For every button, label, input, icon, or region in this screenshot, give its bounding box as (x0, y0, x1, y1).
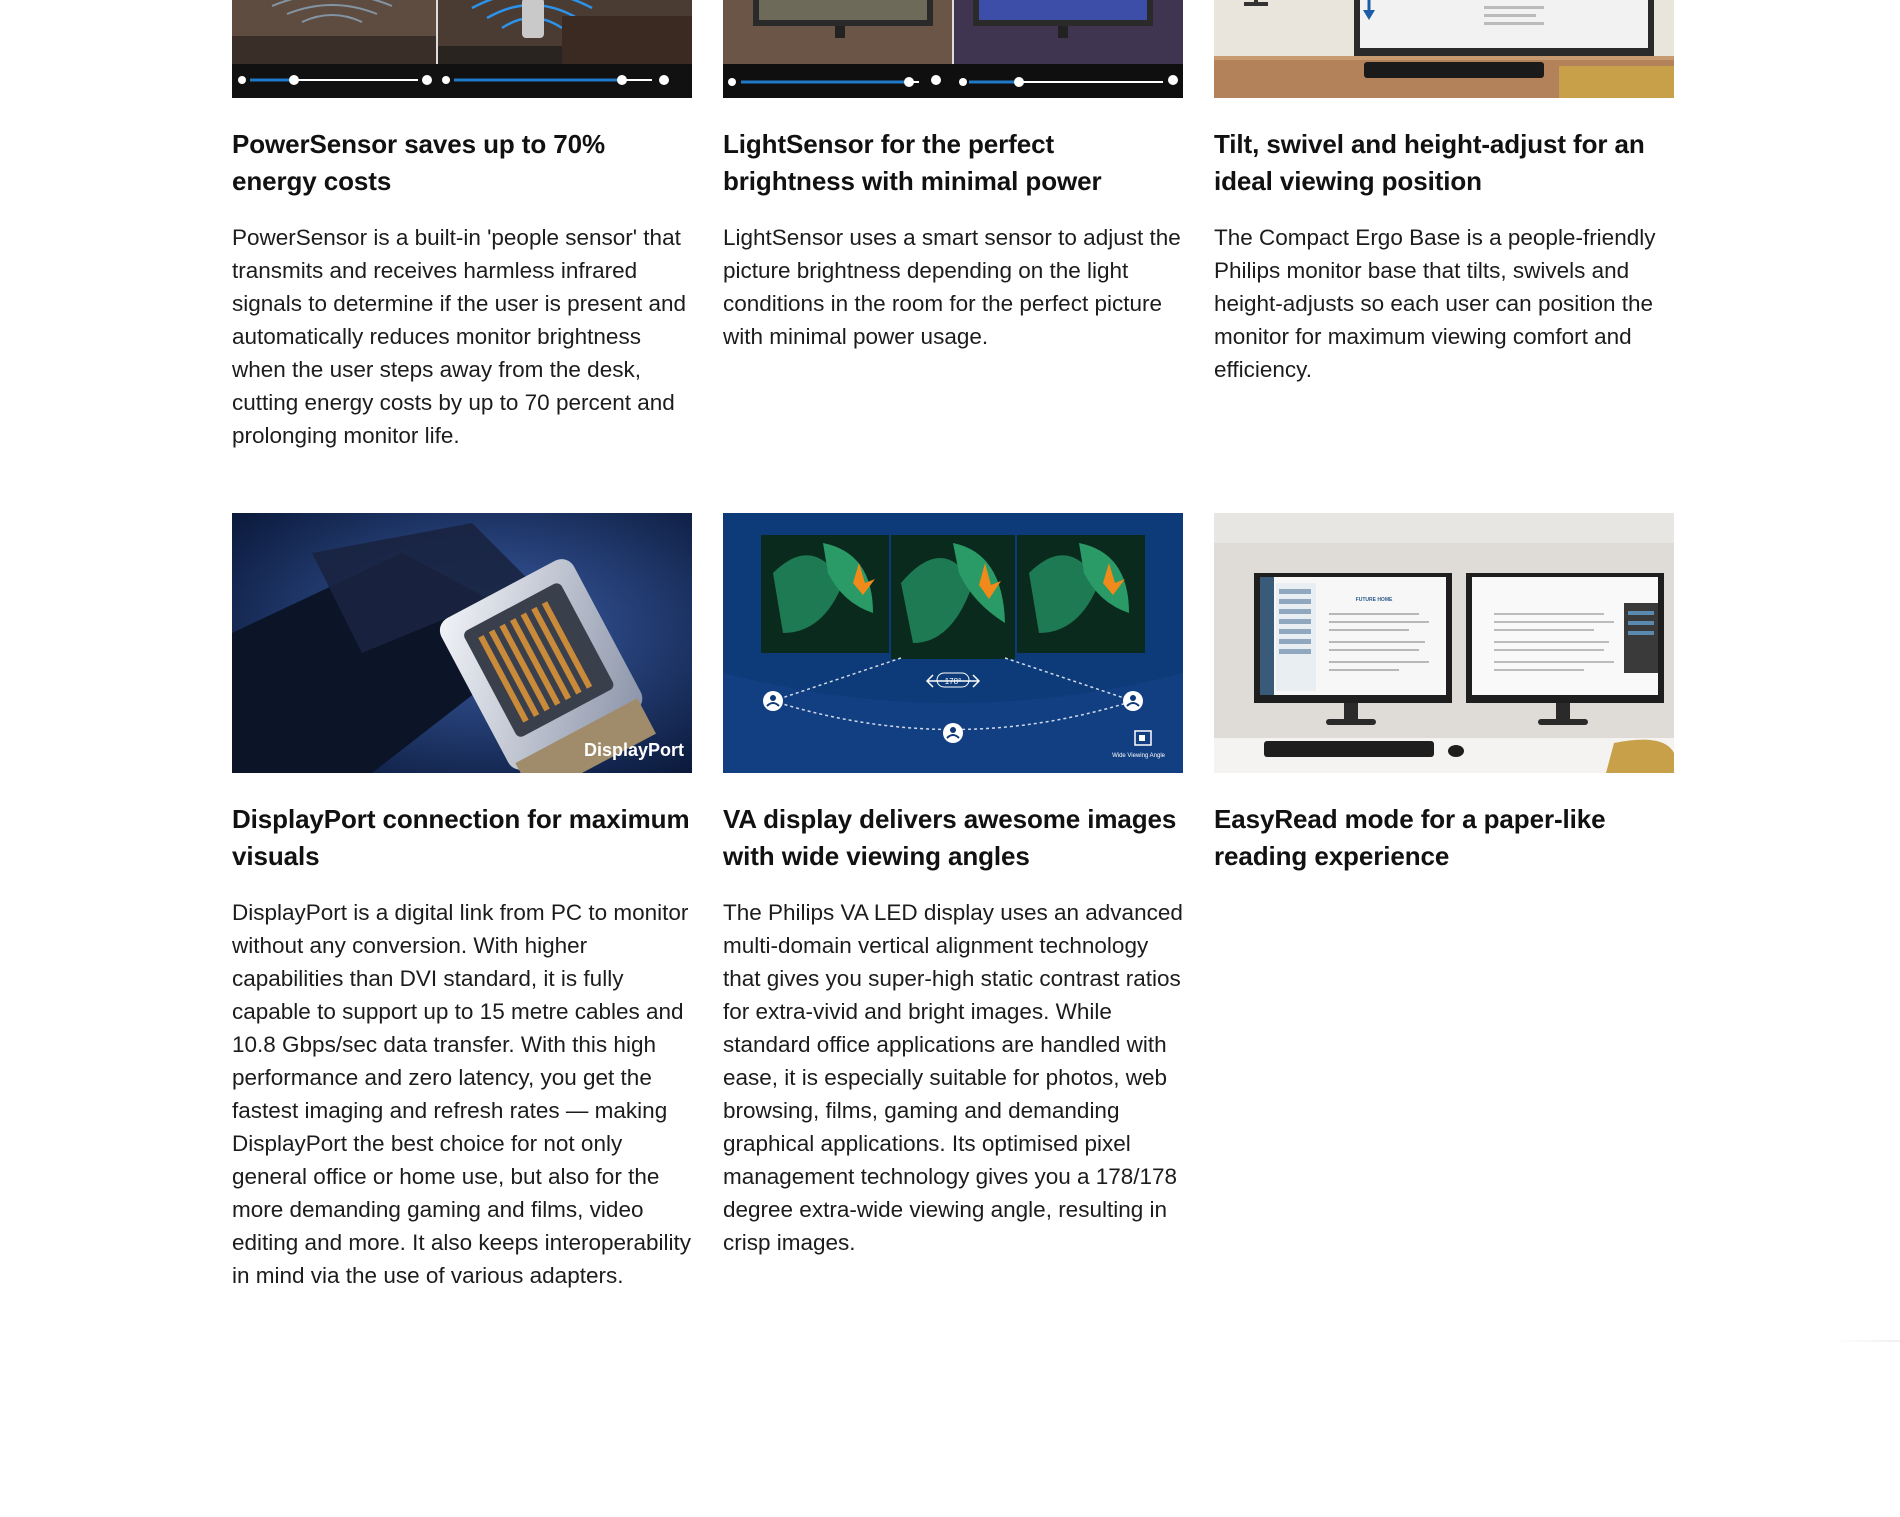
feature-card-powersensor (232, 0, 692, 452)
feature-title: PowerSensor saves up to 70% energy costs (232, 129, 606, 196)
feature-row-2 (232, 513, 1674, 1292)
doc-heading: FUTURE HOME (1355, 597, 1393, 603)
feature-title: EasyRead mode for a paper-like reading experience (1214, 804, 1606, 871)
feature-card-ergo-base (1214, 0, 1674, 452)
feature-title: DisplayPort connection for maximum visuals (232, 804, 690, 871)
person-icon (1123, 691, 1143, 711)
feature-card-va-display (723, 513, 1183, 1292)
feature-description: LightSensor uses a smart sensor to adjust the picture brightness depending on the light conditions in the room for the perfect picture with minimal power usage. (723, 225, 1181, 349)
powersensor-image (232, 0, 692, 98)
feature-card-easyread (1214, 513, 1674, 1292)
feature-title: Tilt, swivel and height-adjust for an ideal viewing position (1214, 129, 1645, 196)
ergo-base-image (1214, 0, 1674, 98)
person-icon (943, 723, 963, 743)
edge-shadow (1830, 1340, 1900, 1342)
angle-label: 178° (944, 677, 962, 686)
feature-title: LightSensor for the perfect brightness with minimal power (723, 129, 1102, 196)
lightsensor-image (723, 0, 1183, 98)
feature-card-lightsensor (723, 0, 1183, 452)
feature-description: The Philips VA LED display uses an advanced multi-domain vertical alignment technology that gives you super-high static contrast ratios for extra-vivid and bright images. While standard office applications are handled with ease, it is especially suitable for photos, web browsing, films, gaming and demanding graphical applications. Its optimised pixel management technology gives you a 178/178 degree extra-wide viewing angle, resulting in crisp images. (723, 900, 1183, 1255)
feature-description: The Compact Ergo Base is a people-friendly Philips monitor base that tilts, swivels and height-adjusts so each user can position the monitor for maximum viewing comfort and efficiency. (1214, 225, 1656, 382)
feature-card-displayport (232, 513, 692, 1292)
displayport-image (232, 513, 692, 773)
displayport-label: DisplayPort (583, 740, 684, 760)
feature-title: VA display delivers awesome images with wide viewing angles (723, 804, 1177, 871)
easyread-image (1214, 513, 1674, 773)
feature-row-1 (232, 0, 1674, 452)
feature-description: PowerSensor is a built-in 'people sensor' that transmits and receives harmless infrared signals to determine if the user is present and automatically reduces monitor brightness when the user steps away from the desk, cutting energy costs by up to 70 percent and prolonging monitor life. (232, 225, 686, 448)
wide-angle-label: Wide Viewing Angle (1112, 753, 1165, 759)
person-icon (763, 691, 783, 711)
va-display-image (723, 513, 1183, 773)
feature-description: DisplayPort is a digital link from PC to monitor without any conversion. With higher capabilities than DVI standard, it is fully capable to support up to 15 metre cables and 10.8 Gbps/sec data transfer. With this high performance and zero latency, you get the fastest imaging and refresh rates — making DisplayPort the best choice for not only general office or home use, but also for the more demanding gaming and films, video editing and more. It also keeps interoperability in mind via the use of various adapters. (232, 900, 692, 1288)
